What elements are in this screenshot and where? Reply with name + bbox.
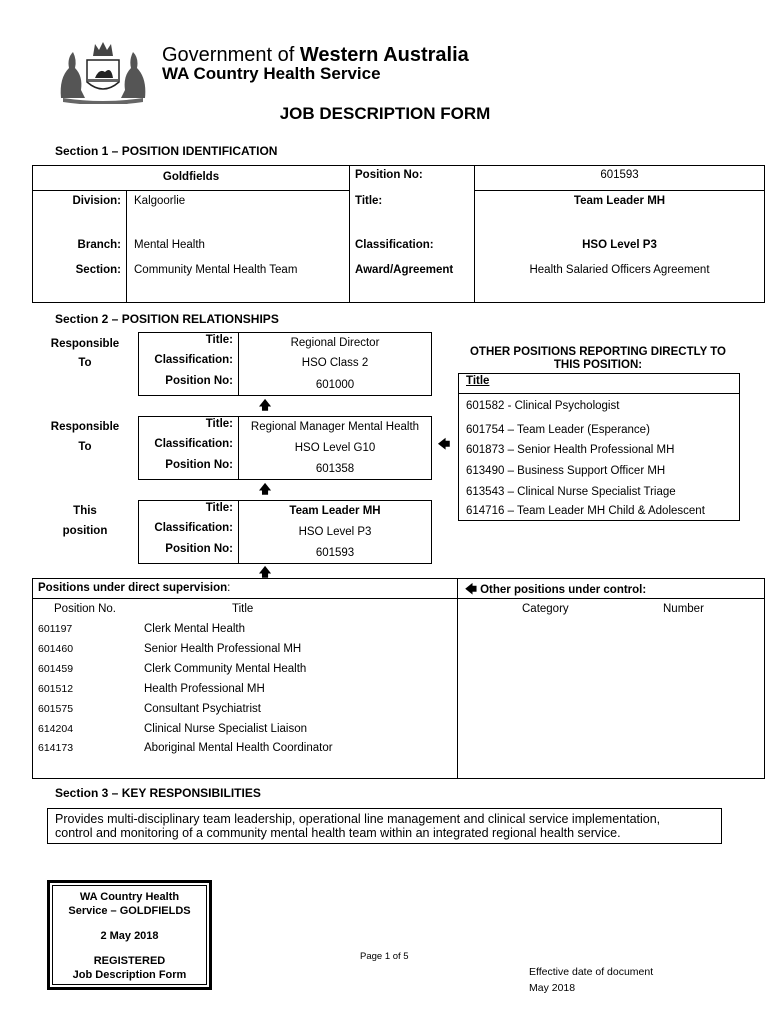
list-item: 601754 – Team Leader (Esperance) [466,424,650,436]
division-value: Kalgoorlie [134,195,186,207]
title-label: Title: [355,195,383,207]
section1-table [32,165,765,303]
supervision-heading-text: Positions under direct supervision [38,582,228,594]
arrow-left-icon: 🡄 [437,437,451,451]
row1-posno: 601000 [315,379,355,391]
section3-heading: Section 3 – KEY RESPONSIBILITIES [55,786,261,800]
row3-posno-label: Position No: [165,543,233,555]
row1-label-b: To [78,357,92,369]
list-item: 614716 – Team Leader MH Child & Adolescent [466,505,705,517]
row1-label-a: Responsible [50,338,120,350]
table-row-title: Clerk Mental Health [144,623,245,635]
table-row-no: 601575 [38,703,74,715]
row3-title-label: Title: [205,502,233,514]
table-row-no: 601512 [38,683,74,695]
row2-label-b: To [78,441,92,453]
supervision-colon: : [227,582,231,594]
col-category: Category [522,603,569,615]
award-value: Health Salaried Officers Agreement [529,264,710,276]
col-number: Number [663,603,704,615]
table-row-title: Consultant Psychiatrist [144,703,261,715]
responsibilities-line2: control and monitoring of a community mental health team within an integrated regional health service. [55,826,621,840]
table-row-title: Health Professional MH [144,683,265,695]
row1-title: Regional Director [290,337,380,349]
classification-label: Classification: [355,239,434,251]
classification-value: HSO Level P3 [582,239,657,251]
table-row-no: 614173 [38,742,74,754]
title-value: Team Leader MH [573,195,666,207]
responsibilities-line1: Provides multi-disciplinary team leadership, operational line management and clinical service implementation, [55,812,661,826]
crest-logo [55,38,151,104]
row2-posno: 601358 [315,463,355,475]
effective-label: Effective date of document [529,966,654,978]
section2-heading: Section 2 – POSITION RELATIONSHIPS [55,312,279,326]
page-number: Page 1 of 5 [360,951,409,962]
row3-title: Team Leader MH [289,505,381,517]
division-label: Division: [72,195,121,207]
row2-class: HSO Level G10 [294,442,376,454]
form-title: JOB DESCRIPTION FORM [279,104,491,123]
row3-label-b: position [62,525,108,537]
table-row-title: Senior Health Professional MH [144,643,302,655]
col-position-no: Position No. [54,603,117,615]
col-title: Title [232,603,254,615]
table-row-no: 614204 [38,723,74,735]
award-label: Award/Agreement [355,264,454,276]
position-no-label: Position No: [355,169,423,181]
branch-value: Mental Health [134,239,205,251]
branch-label: Branch: [77,239,121,251]
row3-label-a: This [73,505,97,517]
row2-title-label: Title: [205,418,233,430]
arrow-up-icon: 🡅 [258,398,272,412]
table-row-title: Clerk Community Mental Health [144,663,307,675]
table-row-no: 601459 [38,663,74,675]
arrow-left-icon: 🡄 [465,584,477,596]
other-positions-heading: OTHER POSITIONS REPORTING DIRECTLY TO THIS POSITION: [469,346,726,371]
row2-posno-label: Position No: [165,459,233,471]
row3-posno: 601593 [315,547,355,559]
service-title: WA Country Health Service [162,64,381,83]
table-row-no: 601197 [38,623,73,635]
stamp-line2: Service – GOLDFIELDS [68,905,191,917]
list-item: 601582 - Clinical Psychologist [466,400,620,412]
other-title-header: Title [466,375,490,387]
section-value: Community Mental Health Team [134,264,298,276]
supervision-table [32,578,765,779]
row1-posno-label: Position No: [165,375,233,387]
gov-name-text: Government of [162,44,300,66]
position-no-value: 601593 [600,169,639,181]
stamp-registered: REGISTERED [93,955,166,967]
row3-class: HSO Level P3 [298,526,372,538]
row2-label-a: Responsible [50,421,120,433]
table-row-title: Clinical Nurse Specialist Liaison [144,723,307,735]
stamp-line1: WA Country Health [79,891,180,903]
stamp-date: 2 May 2018 [100,930,159,942]
stamp-jdf: Job Description Form [72,969,187,981]
row3-class-label: Classification: [154,522,233,534]
section-label: Section: [75,264,121,276]
row1-class-label: Classification: [154,354,233,366]
list-item: 613543 – Clinical Nurse Specialist Triage [466,486,676,498]
row1-class: HSO Class 2 [301,357,369,369]
arrow-up-icon: 🡅 [258,482,272,496]
row1-title-label: Title: [205,334,233,346]
list-item: 601873 – Senior Health Professional MH [466,444,675,456]
gov-name-bold: Western Australia [299,44,469,66]
table-row-no: 601460 [38,643,74,655]
supervision-heading [38,582,230,594]
section1-heading: Section 1 – POSITION IDENTIFICATION [55,144,278,158]
list-item: 613490 – Business Support Officer MH [466,465,666,477]
control-heading-text: Other positions under control: [480,584,647,596]
table-row-title: Aboriginal Mental Health Coordinator [144,742,333,754]
arrow-up-icon: 🡅 [258,565,272,579]
row2-title: Regional Manager Mental Health [250,421,420,433]
effective-date: May 2018 [529,982,576,994]
region-label: Goldfields [162,171,220,183]
row2-class-label: Classification: [154,438,233,450]
control-heading [465,582,646,601]
